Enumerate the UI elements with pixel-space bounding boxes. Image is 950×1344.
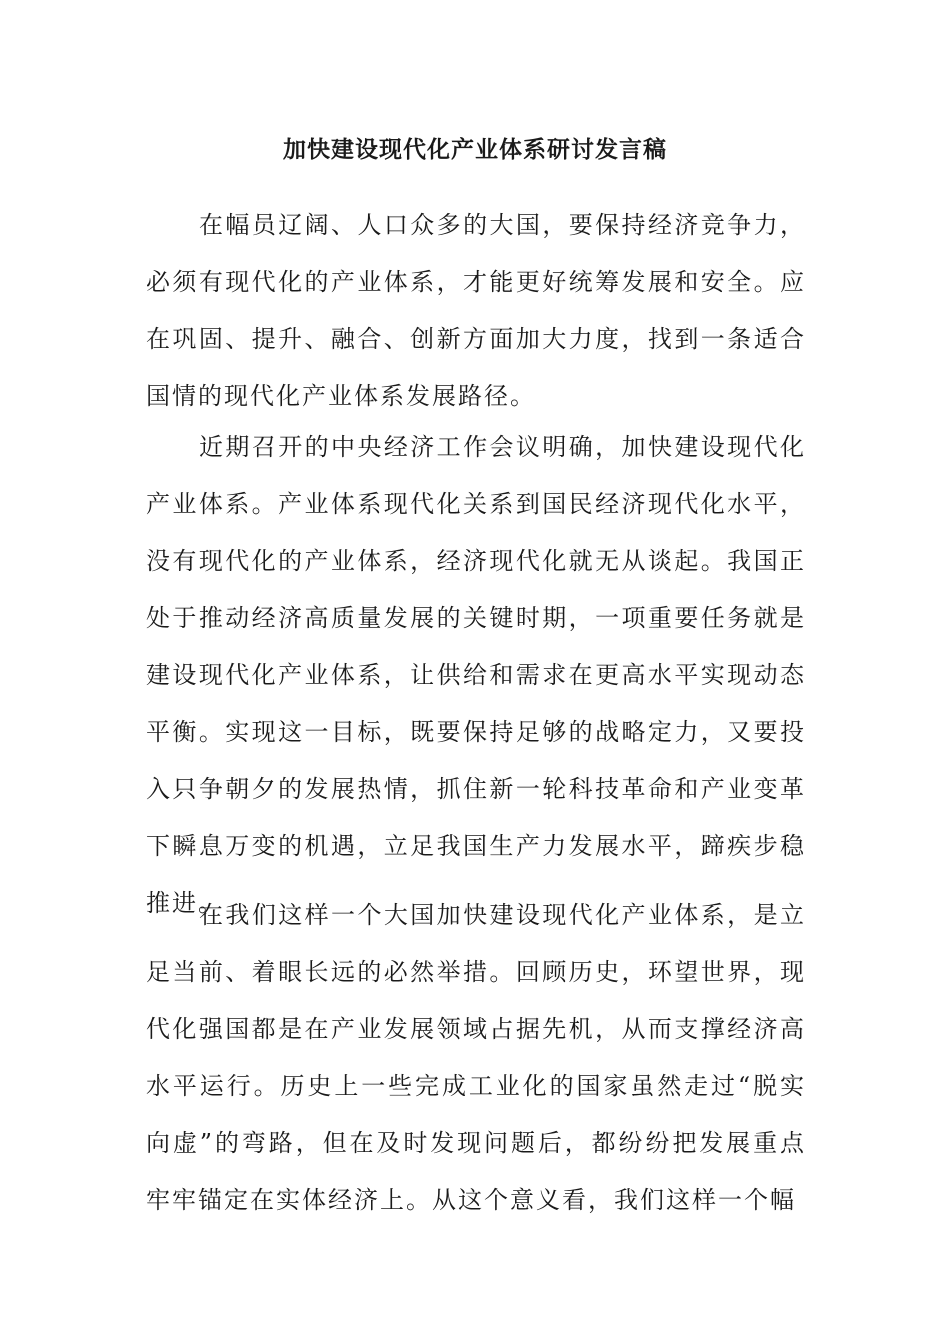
paragraph: 近期召开的中央经济工作会议明确，加快建设现代化产业体系。产业体系现代化关系到国民经济现代化水平，没有现代化的产业体系，经济现代化就无从谈起。我国正处于推动经济高质量发展的关键时期，一项重要任务就是建设现代化产业体系，让供给和需求在更高水平实现动态平衡。实现这一目标，既要保持足够的战略定力，又要投入只争朝夕的发展热情，抓住新一轮科技革命和产业变革下瞬息万变的机遇，立足我国生产力发展水平，蹄疾步稳推进。 <box>146 433 806 917</box>
paragraph: 在我们这样一个大国加快建设现代化产业体系，是立足当前、着眼长远的必然举措。回顾历史，环望世界，现代化强国都是在产业发展领域占据先机，从而支撑经济高水平运行。历史上一些完成工业化的国家虽然走过“脱实向虚”的弯路，但在及时发现问题后，都纷纷把发展重点牢牢锚定在实体经济上。从这个意义看，我们这样一个幅 <box>146 901 806 1214</box>
document-title: 加快建设现代化产业体系研讨发言稿 <box>283 136 667 163</box>
paragraph: 在幅员辽阔、人口众多的大国，要保持经济竞争力，必须有现代化的产业体系，才能更好统筹发展和安全。应在巩固、提升、融合、创新方面加大力度，找到一条适合国情的现代化产业体系发展路径。 <box>146 211 806 410</box>
